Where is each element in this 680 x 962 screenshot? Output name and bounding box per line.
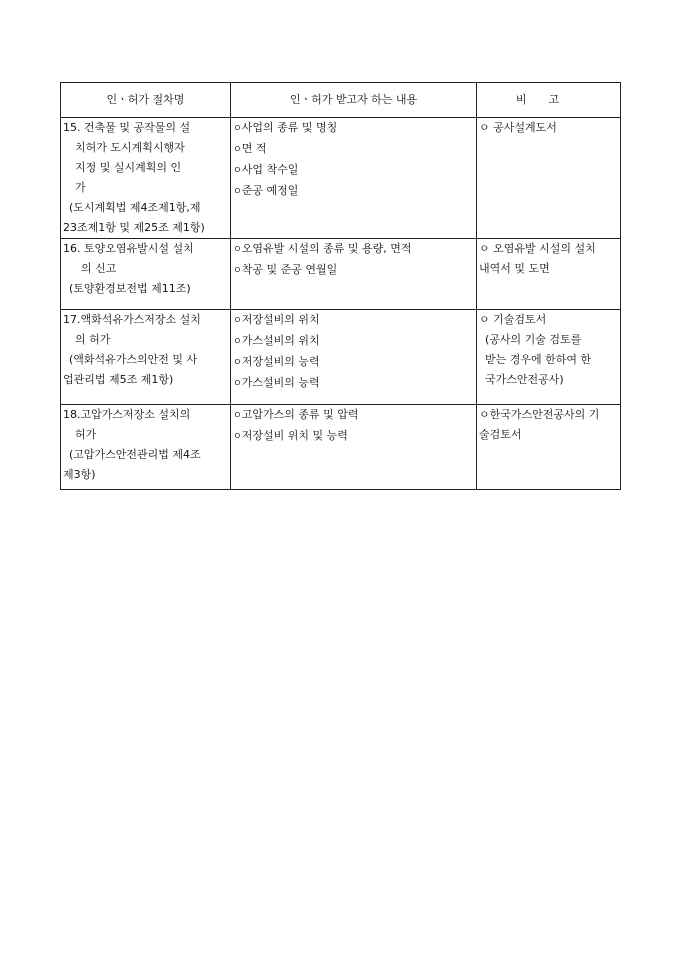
law-reference: 23조제1항 및 제25조 제1항) <box>63 221 205 234</box>
remark-line: 내역서 및 도면 <box>479 262 550 275</box>
remarks-cell <box>477 310 621 405</box>
content-item: ㅇ 저장설비의 위치 <box>233 310 474 331</box>
header-remarks: 비고 <box>477 83 621 118</box>
table-row <box>61 118 621 239</box>
content-item: ㅇ 면 적 <box>233 139 474 160</box>
remark-line: ㅇ 공사설계도서 <box>479 121 557 134</box>
header-permit-contents: 인ㆍ허가 받고자 하는 내용 <box>231 83 477 118</box>
content-item: ㅇ 가스설비의 능력 <box>233 373 474 394</box>
procedure-line: 18.고압가스저장소 설치의 <box>63 408 191 421</box>
remark-line: ㅇ 오염유발 시설의 설치 <box>479 242 596 255</box>
procedure-cell <box>61 310 231 405</box>
remarks-cell <box>477 239 621 310</box>
law-reference: (토양환경보전법 제11조) <box>69 282 191 295</box>
procedure-line: 15. 건축물 및 공작물의 설 <box>63 121 191 134</box>
law-reference: 제3항) <box>63 468 96 481</box>
remark-line: 술검토서 <box>479 428 522 441</box>
contents-cell <box>231 239 477 310</box>
content-item: ㅇ 저장설비 위치 및 능력 <box>233 426 474 447</box>
procedure-cell <box>61 118 231 239</box>
procedure-line: 지정 및 실시계획의 인 <box>75 161 182 174</box>
content-item: ㅇ 저장설비의 능력 <box>233 352 474 373</box>
law-reference: (도시계획법 제4조제1항,제 <box>69 201 201 214</box>
remarks-cell <box>477 118 621 239</box>
procedure-line: 17.액화석유가스저장소 설치 <box>63 313 201 326</box>
content-item: ㅇ 가스설비의 위치 <box>233 331 474 352</box>
content-item: ㅇ 오염유발 시설의 종류 및 용량, 면적 <box>233 239 474 260</box>
contents-cell <box>231 405 477 490</box>
procedure-line: 의 신고 <box>81 262 117 275</box>
remark-line: ㅇ 기술검토서 <box>479 313 547 326</box>
law-reference: (액화석유가스의안전 및 사 <box>69 353 198 366</box>
contents-cell <box>231 118 477 239</box>
procedure-line: 가 <box>75 181 86 194</box>
content-item: ㅇ 사업 착수일 <box>233 160 474 181</box>
remark-line: 국가스안전공사) <box>485 373 564 386</box>
content-item: ㅇ 준공 예정일 <box>233 181 474 202</box>
procedure-line: 허가 <box>75 428 97 441</box>
remark-line: (공사의 기술 검토를 <box>485 333 582 346</box>
table-row <box>61 239 621 310</box>
table-row <box>61 405 621 490</box>
remark-line: ㅇ한국가스안전공사의 기 <box>479 408 600 421</box>
content-item: ㅇ 고압가스의 종류 및 압력 <box>233 405 474 426</box>
procedure-cell <box>61 405 231 490</box>
law-reference: (고압가스안전관리법 제4조 <box>69 448 201 461</box>
header-procedure-name: 인ㆍ허가 절차명 <box>61 83 231 118</box>
remarks-cell <box>477 405 621 490</box>
contents-cell <box>231 310 477 405</box>
law-reference: 업관리법 제5조 제1항) <box>63 373 174 386</box>
remark-line: 받는 경우에 한하여 한 <box>485 353 592 366</box>
table-header-row <box>61 83 621 118</box>
procedure-line: 의 허가 <box>75 333 111 346</box>
table-row <box>61 310 621 405</box>
procedure-line: 16. 토양오염유발시설 설치 <box>63 242 194 255</box>
procedure-cell <box>61 239 231 310</box>
permit-procedure-table <box>60 82 621 490</box>
content-item: ㅇ 사업의 종류 및 명칭 <box>233 118 474 139</box>
procedure-line: 치허가 도시계획시행자 <box>75 141 185 154</box>
content-item: ㅇ 착공 및 준공 연월일 <box>233 260 474 281</box>
